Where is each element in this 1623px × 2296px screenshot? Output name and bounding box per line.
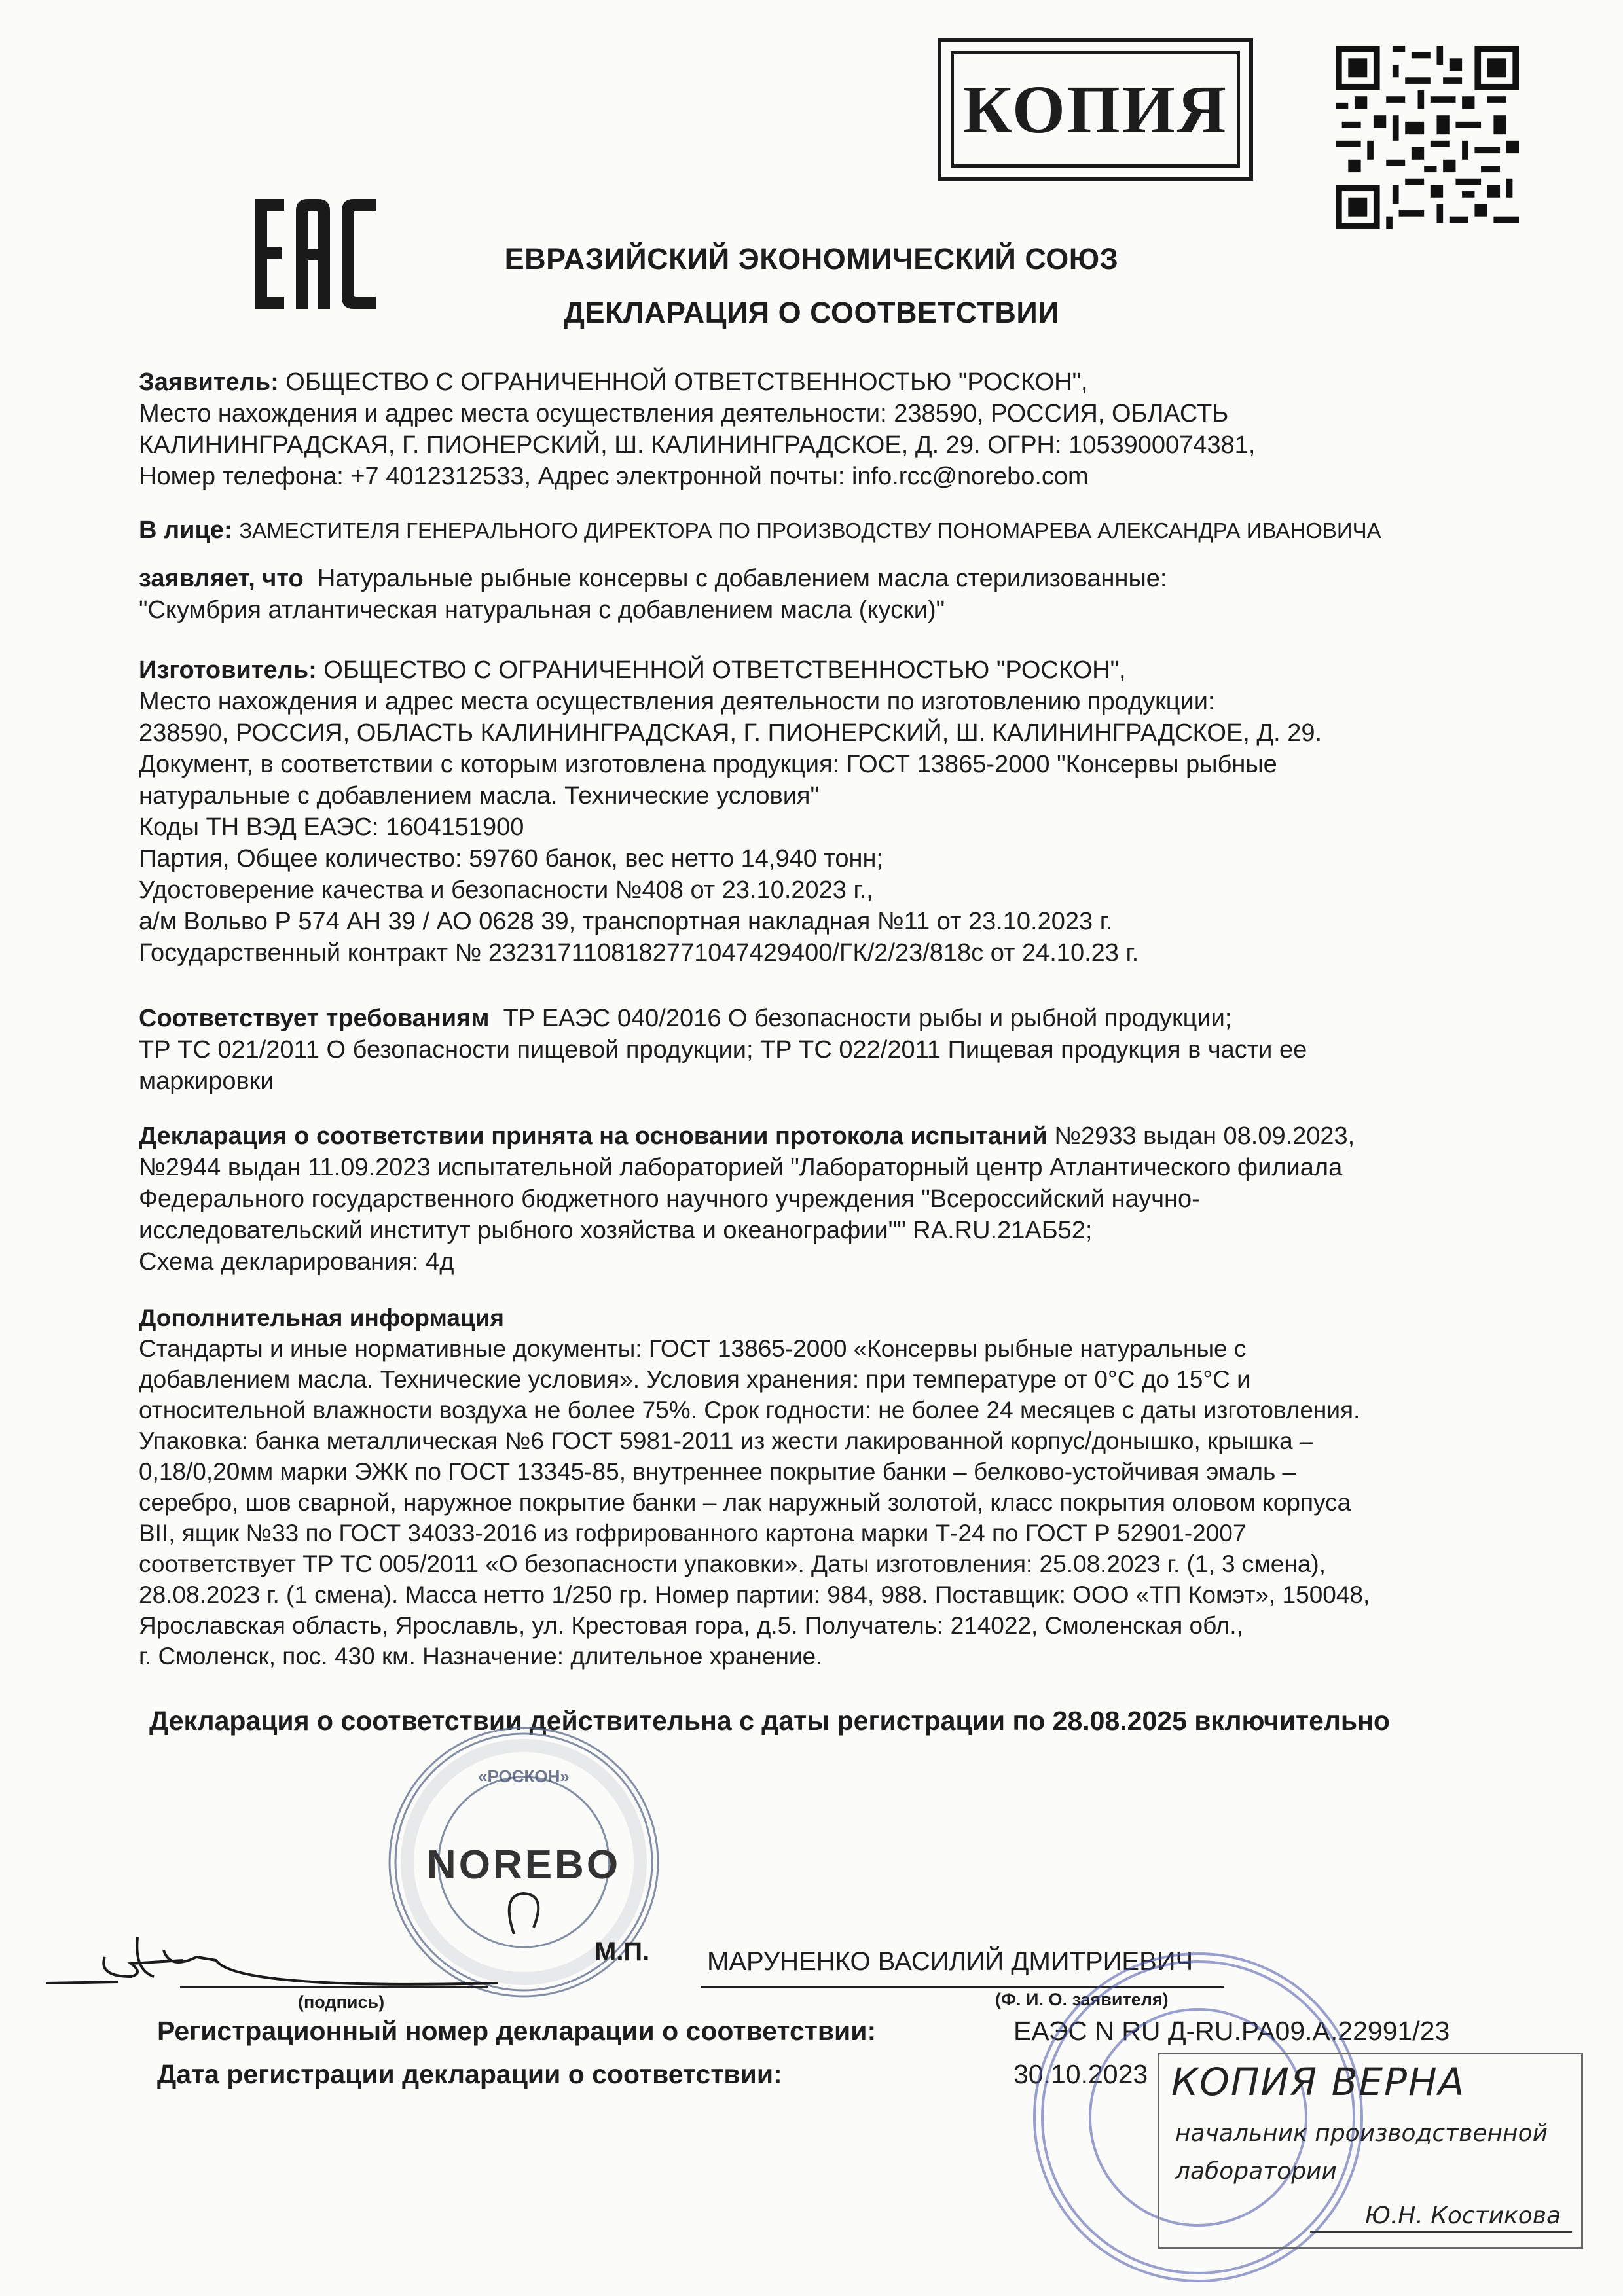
declares-section <box>139 563 1540 626</box>
copy-certification-position: начальник производственной <box>1175 2120 1548 2147</box>
additional-info-label: Дополнительная информация <box>139 1304 505 1331</box>
additional-info-section <box>139 1302 1540 1672</box>
manufacturer-line: Место нахождения и адрес места осуществления деятельности по изготовлению продукции: <box>139 688 1215 715</box>
manufacturer-section <box>139 655 1540 969</box>
conforms-label: Соответствует требованиям <box>139 1005 490 1032</box>
seal-center-text: NOREBO <box>426 1842 621 1888</box>
conforms-section <box>139 1003 1540 1097</box>
basis-line: №2933 выдан 08.09.2023, <box>1054 1122 1355 1150</box>
basis-line: исследовательский институт рыбного хозяйства и океанографии"" RA.RU.21АБ52; <box>139 1217 1093 1244</box>
additional-info-line: 28.08.2023 г. (1 смена). Масса нетто 1/250 гр. Номер партии: 984, 988. Поставщик: ООО «ТП Комэт», 150048, <box>139 1581 1370 1608</box>
manufacturer-line: Удостоверение качества и безопасности №408 от 23.10.2023 г., <box>139 876 873 904</box>
copy-certification-title: КОПИЯ ВЕРНА <box>1171 2060 1466 2104</box>
manufacturer-line: а/м Вольво Р 574 АН 39 / АО 0628 39, транспортная накладная №11 от 23.10.2023 г. <box>139 908 1113 935</box>
applicant-section <box>139 367 1540 492</box>
basis-label: Декларация о соответствии принята на основании протокола испытаний <box>139 1122 1048 1150</box>
validity-statement: Декларация о соответствии действительна с даты регистрации по 28.08.2025 включительно <box>149 1706 1390 1736</box>
conforms-line: маркировки <box>139 1067 274 1095</box>
conforms-line: ТР ТС 021/2011 О безопасности пищевой продукции; ТР ТС 022/2011 Пищевая продукция в части ее <box>139 1036 1307 1064</box>
copy-certification-stamp <box>1158 2053 1583 2249</box>
signature-scribble <box>39 1911 511 2016</box>
copy-certification-signature-line <box>1310 2231 1572 2233</box>
registration-date-value: 30.10.2023 <box>1013 2059 1148 2089</box>
additional-info-line: г. Смоленск, пос. 430 км. Назначение: длительное хранение. <box>139 1643 823 1670</box>
conforms-line: ТР ЕАЭС 040/2016 О безопасности рыбы и рыбной продукции; <box>503 1005 1232 1032</box>
product-type: Натуральные рыбные консервы с добавлением масла стерилизованные: <box>317 565 1167 592</box>
applicant-label: Заявитель: <box>139 368 279 396</box>
additional-info-line: Упаковка: банка металлическая №6 ГОСТ 5981-2011 из жести лакированной корпус/донышко, крышка – <box>139 1427 1313 1454</box>
represented-by-label: В лице: <box>139 516 232 544</box>
additional-info-line: серебро, шов сварной, наружное покрытие банки – лак наружный золотой, класс покрытия оловом корпуса <box>139 1489 1351 1516</box>
manufacturer-line: Документ, в соответствии с которым изготовлена продукция: ГОСТ 13865-2000 "Консервы рыбные <box>139 751 1277 778</box>
basis-line: Схема декларирования: 4д <box>139 1248 454 1276</box>
product-name: "Скумбрия атлантическая натуральная с добавлением масла (куски)" <box>139 596 945 624</box>
manufacturer-line: 238590, РОССИЯ, ОБЛАСТЬ КАЛИНИНГРАДСКАЯ, Г. ПИОНЕРСКИЙ, Ш. КАЛИНИНГРАДСКОЕ, Д. 29. <box>139 719 1322 747</box>
applicant-address: Место нахождения и адрес места осуществления деятельности: 238590, РОССИЯ, ОБЛАСТЬ <box>139 400 1229 427</box>
applicant-address-cont: КАЛИНИНГРАДСКАЯ, Г. ПИОНЕРСКИЙ, Ш. КАЛИНИНГРАДСКОЕ, Д. 29. ОГРН: 1053900074381, <box>139 431 1256 459</box>
additional-info-line: относительной влажности воздуха не более 75%. Срок годности: не более 24 месяцев с даты изготовления. <box>139 1397 1360 1424</box>
registration-number-value: ЕАЭС N RU Д-RU.PA09.A.22991/23 <box>1013 2016 1450 2046</box>
manufacturer-line: Коды ТН ВЭД ЕАЭС: 1604151900 <box>139 814 524 841</box>
seal-place-label: М.П. <box>594 1937 650 1966</box>
union-heading: ЕВРАЗИЙСКИЙ ЭКОНОМИЧЕСКИЙ СОЮЗ <box>504 242 1119 276</box>
applicant-name: ОБЩЕСТВО С ОГРАНИЧЕННОЙ ОТВЕТСТВЕННОСТЬЮ "РОСКОН", <box>285 368 1088 396</box>
manufacturer-label: Изготовитель: <box>139 656 317 684</box>
additional-info-line: добавлением масла. Технические условия». Условия хранения: при температуре от 0°С до 15°С и <box>139 1366 1250 1393</box>
copy-certification-position-cont: лаборатории <box>1175 2158 1337 2185</box>
basis-line: Федерального государственного бюджетного научного учреждения "Всероссийский научно- <box>139 1185 1200 1213</box>
manufacturer-line: Партия, Общее количество: 59760 банок, вес нетто 14,940 тонн; <box>139 845 884 872</box>
additional-info-line: Стандарты и иные нормативные документы: ГОСТ 13865-2000 «Консервы рыбные натуральные с <box>139 1335 1247 1362</box>
declares-label: заявляет, что <box>139 565 304 592</box>
registration-number-label: Регистрационный номер декларации о соответствии: <box>157 2016 877 2046</box>
manufacturer-line: Государственный контракт № 2323171108182771047429400/ГК/2/23/818с от 24.10.23 г. <box>139 939 1139 967</box>
copy-stamp-box <box>938 38 1253 181</box>
registration-date-label: Дата регистрации декларации о соответствии: <box>157 2059 782 2089</box>
represented-by-value: ЗАМЕСТИТЕЛЯ ГЕНЕРАЛЬНОГО ДИРЕКТОРА ПО ПРОИЗВОДСТВУ ПОНОМАРЕВА АЛЕКСАНДРА ИВАНОВИЧА <box>239 518 1381 543</box>
signer-caption: (Ф. И. О. заявителя) <box>995 1990 1169 2009</box>
represented-by-section <box>139 514 1540 547</box>
manufacturer-name: ОБЩЕСТВО С ОГРАНИЧЕННОЙ ОТВЕТСТВЕННОСТЬЮ "РОСКОН", <box>323 656 1126 684</box>
copy-certification-name: Ю.Н. Костикова <box>1365 2202 1561 2229</box>
declaration-title: ДЕКЛАРАЦИЯ О СООТВЕТСТВИИ <box>563 296 1060 329</box>
additional-info-line: соответствует ТР ТС 005/2011 «О безопасности упаковки». Даты изготовления: 25.08.2023 г. (1, 3 смена), <box>139 1551 1326 1577</box>
additional-info-line: 0,18/0,20мм марки ЭЖК по ГОСТ 13345-85, внутреннее покрытие банки – белково-устойчивая эмаль – <box>139 1458 1296 1485</box>
basis-line: №2944 выдан 11.09.2023 испытательной лабораторией "Лабораторный центр Атлантического филиала <box>139 1154 1343 1181</box>
applicant-contacts: Номер телефона: +7 4012312533, Адрес электронной почты: info.rcc@norebo.com <box>139 463 1089 490</box>
basis-section <box>139 1121 1540 1278</box>
additional-info-line: Ярославская область, Ярославль, ул. Крестовая гора, д.5. Получатель: 214022, Смоленская обл., <box>139 1612 1243 1639</box>
signature-caption: (подпись) <box>298 1992 385 2012</box>
signer-name: МАРУНЕНКО ВАСИЛИЙ ДМИТРИЕВИЧ <box>707 1947 1194 1976</box>
additional-info-line: BII, ящик №33 по ГОСТ 34033-2016 из гофрированного картона марки Т-24 по ГОСТ Р 52901-2007 <box>139 1520 1247 1547</box>
manufacturer-line: натуральные с добавлением масла. Технические условия" <box>139 782 819 810</box>
signature-line <box>180 1986 488 1988</box>
copy-stamp-label: КОПИЯ <box>962 71 1228 147</box>
seal-brand: «РОСКОН» <box>478 1767 570 1786</box>
qr-code-icon <box>1336 46 1519 229</box>
